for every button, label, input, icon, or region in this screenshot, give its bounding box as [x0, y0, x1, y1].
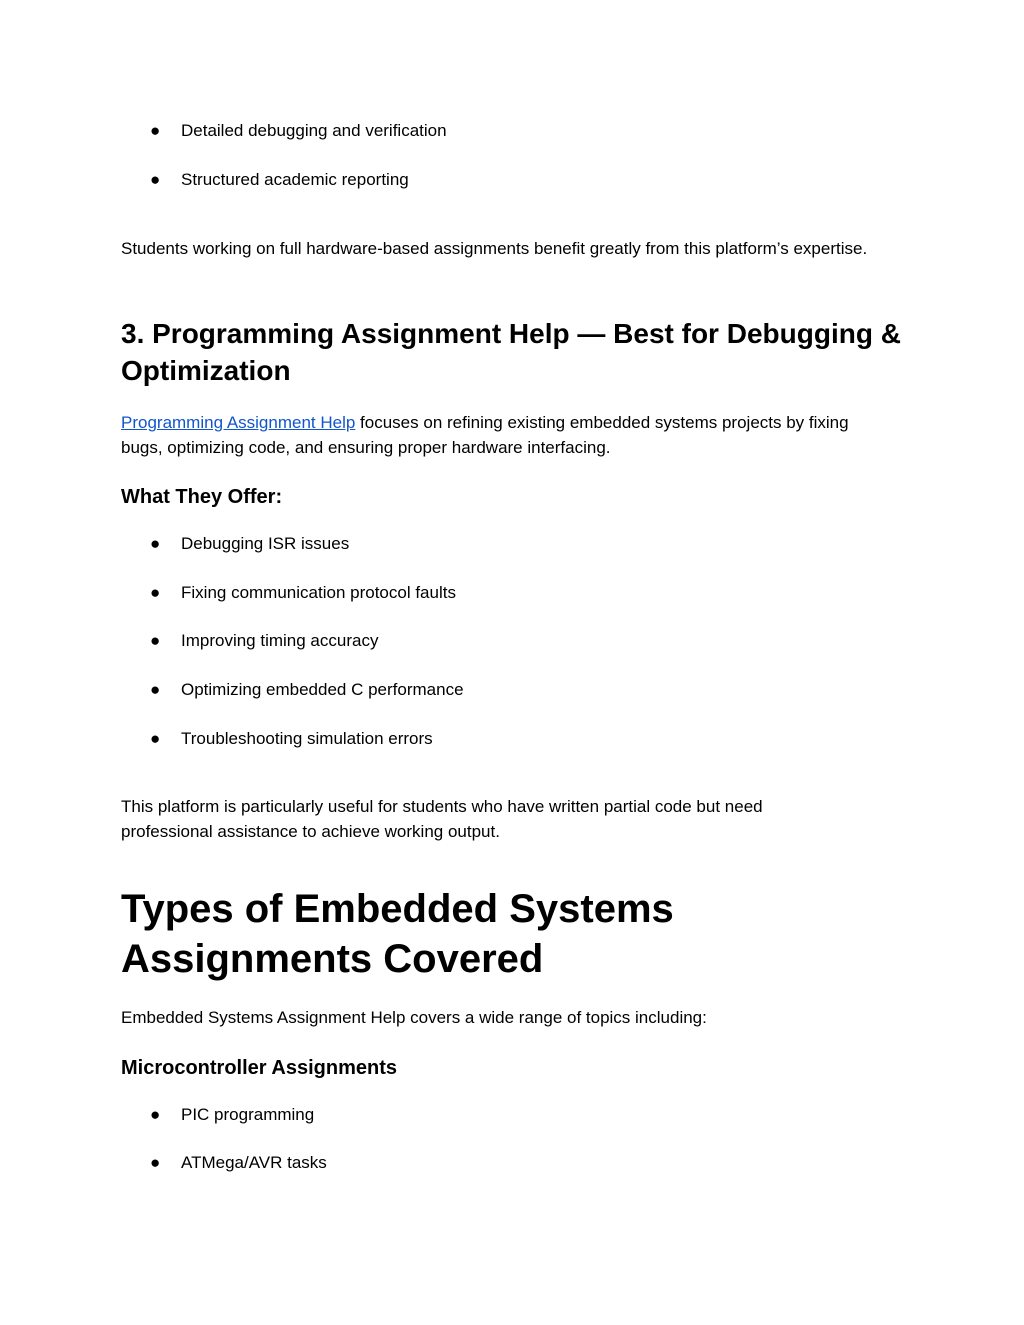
- main-heading: Types of Embedded Systems Assignments Covered: [121, 887, 674, 981]
- list-item-text: Improving timing accuracy: [181, 631, 379, 650]
- list-item: ● Detailed debugging and verification: [150, 121, 447, 140]
- list-item-text: ATMega/AVR tasks: [181, 1153, 327, 1172]
- paragraph: [121, 411, 881, 460]
- list-item-text: Fixing communication protocol faults: [181, 583, 456, 602]
- list-item: ● Improving timing accuracy: [150, 631, 379, 650]
- list-item: ● PIC programming: [150, 1105, 315, 1124]
- list-item: ● Debugging ISR issues: [150, 534, 350, 553]
- subheading: What They Offer:: [121, 486, 283, 508]
- list-item-text: Detailed debugging and verification: [181, 121, 447, 140]
- list-item: ● Optimizing embedded C performance: [150, 680, 464, 699]
- list-item-text: Troubleshooting simulation errors: [181, 729, 433, 748]
- list-item-text: Optimizing embedded C performance: [181, 680, 464, 699]
- list-item-text: Structured academic reporting: [181, 170, 409, 189]
- list-item: ● ATMega/AVR tasks: [150, 1153, 327, 1172]
- paragraph-text: focuses on refining existing embedded systems projects by fixing bugs, optimizing code, and ensuring proper hardware interfacing.: [121, 413, 849, 457]
- list-item: ● Structured academic reporting: [150, 170, 409, 189]
- list-item-text: PIC programming: [181, 1105, 315, 1124]
- paragraph: This platform is particularly useful for students who have written partial code but need professional assistance to achieve working output.: [121, 797, 763, 841]
- section-heading: 3. Programming Assignment Help — Best for Debugging & Optimization: [121, 318, 901, 386]
- paragraph: Embedded Systems Assignment Help covers a wide range of topics including:: [121, 1008, 707, 1027]
- list-item: ● Fixing communication protocol faults: [150, 583, 456, 602]
- subheading: Microcontroller Assignments: [121, 1057, 397, 1079]
- paragraph: Students working on full hardware-based assignments benefit greatly from this platform’s expertise.: [121, 239, 868, 258]
- list-item-text: Debugging ISR issues: [181, 534, 350, 553]
- programming-assignment-help-link[interactable]: Programming Assignment Help: [121, 413, 356, 432]
- list-item: ● Troubleshooting simulation errors: [150, 729, 433, 748]
